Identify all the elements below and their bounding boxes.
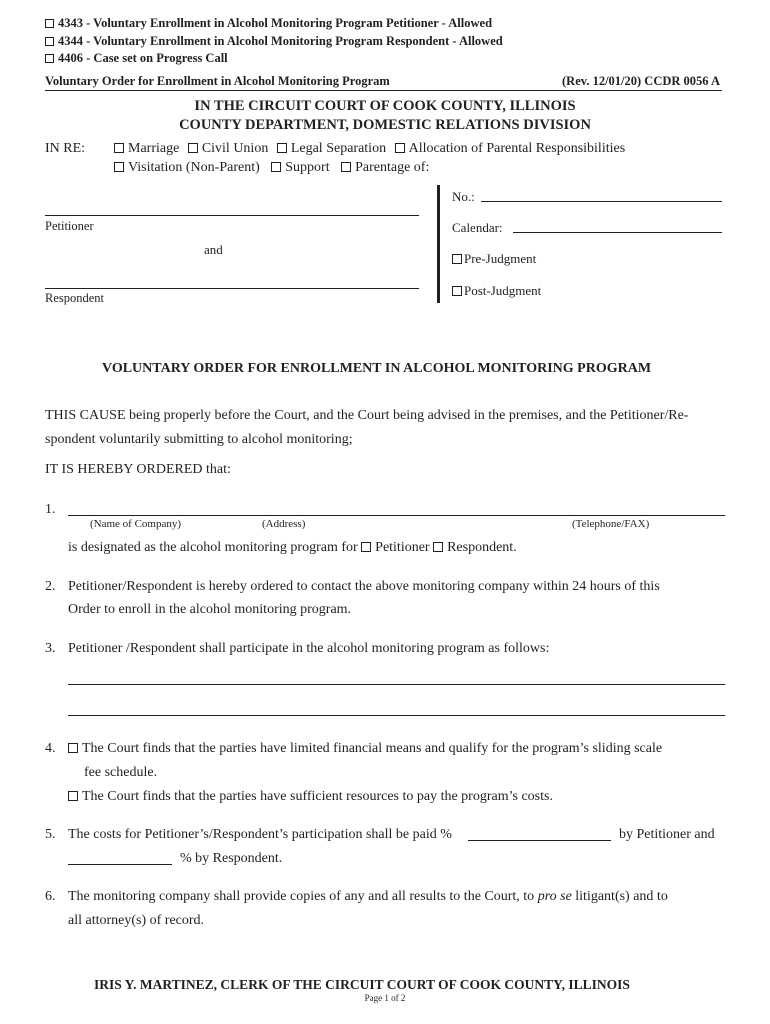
- item3-blank-line-2[interactable]: [68, 715, 725, 716]
- item4-option-2-text: The Court finds that the parties have sufficient resources to pay the program’s costs.: [82, 789, 553, 804]
- item4-option-1: [68, 741, 662, 757]
- case-types-row1: [114, 141, 625, 157]
- code-4344-text: 4344 - Voluntary Enrollment in Alcohol Monitoring Program Respondent - Allowed: [58, 34, 503, 48]
- calendar-line[interactable]: [513, 232, 722, 233]
- item5-line-1b: by Petitioner and: [619, 827, 715, 842]
- respondent-label: Respondent: [45, 291, 105, 305]
- code-4343: [45, 16, 492, 31]
- item3-blank-line-1[interactable]: [68, 684, 725, 685]
- item6-pro-se: pro se: [537, 889, 572, 904]
- item1-petitioner-label: Petitioner: [375, 540, 430, 555]
- checkbox-allocation[interactable]: [395, 143, 405, 153]
- item4-number: 4.: [45, 741, 56, 756]
- item4-option-2: [68, 789, 553, 805]
- item4-option-1-line-2: fee schedule.: [84, 765, 158, 780]
- checkbox-marriage[interactable]: [114, 143, 124, 153]
- item6-line-1a: The monitoring company shall provide copies of any and all results to the Court, to: [68, 889, 535, 904]
- checkbox-item1-petitioner[interactable]: [361, 542, 371, 552]
- case-type-visitation: Visitation (Non-Parent): [128, 160, 260, 175]
- item5-number: 5.: [45, 827, 56, 842]
- item2-number: 2.: [45, 579, 56, 594]
- checkbox-parentage[interactable]: [341, 162, 351, 172]
- page-number: Page 1 of 2: [364, 993, 406, 1003]
- intro-line-1: THIS CAUSE being properly before the Court, and the Court being advised in the premises, and the Petitioner/Re-: [45, 408, 689, 423]
- item5-line-1a: The costs for Petitioner’s/Respondent’s participation shall be paid %: [68, 827, 452, 842]
- item6-line-1: [68, 889, 668, 905]
- item2-line-1: Petitioner/Respondent is hereby ordered to contact the above monitoring company within 24 hours of this: [68, 579, 660, 594]
- item5-line-2: % by Respondent.: [180, 851, 283, 866]
- code-4343-text: 4343 - Voluntary Enrollment in Alcohol Monitoring Program Petitioner - Allowed: [58, 16, 493, 30]
- case-info-divider: [437, 185, 440, 303]
- no-label: No.:: [452, 189, 475, 204]
- in-re-label: IN RE:: [45, 141, 86, 156]
- item5-respondent-percent-line[interactable]: [68, 864, 172, 865]
- ordered-line: IT IS HEREBY ORDERED that:: [45, 462, 231, 477]
- item4-option-1-text: The Court finds that the parties have limited financial means and qualify for the program’s sliding scale: [82, 741, 663, 756]
- checkbox-visitation[interactable]: [114, 162, 124, 172]
- checkbox-support[interactable]: [271, 162, 281, 172]
- and-label: and: [204, 242, 223, 257]
- item6-line-2: all attorney(s) of record.: [68, 913, 205, 928]
- case-type-legal-separation: Legal Separation: [290, 141, 387, 156]
- petitioner-label: Petitioner: [45, 219, 94, 233]
- checkbox-legal-separation[interactable]: [277, 143, 287, 153]
- item5-petitioner-percent-line[interactable]: [468, 840, 611, 841]
- order-title: VOLUNTARY ORDER FOR ENROLLMENT IN ALCOHOL MONITORING PROGRAM: [102, 361, 652, 376]
- item6-line-1b: litigant(s) and to: [575, 889, 668, 904]
- pre-judgment-label: Pre-Judgment: [464, 251, 537, 266]
- post-judgment-label: Post-Judgment: [464, 283, 542, 298]
- case-type-marriage: Marriage: [128, 141, 180, 156]
- pre-judgment: [452, 251, 536, 267]
- checkbox-item4-sufficient-resources[interactable]: [68, 791, 78, 801]
- case-type-allocation: Allocation of Parental Responsibilities: [408, 141, 626, 156]
- checkbox-item4-limited-means[interactable]: [68, 743, 78, 753]
- checkbox-item1-respondent[interactable]: [433, 542, 443, 552]
- case-type-civil-union: Civil Union: [201, 141, 269, 156]
- item6-number: 6.: [45, 889, 56, 904]
- company-address-label: (Address): [262, 518, 306, 530]
- case-type-support: Support: [285, 160, 330, 175]
- company-line[interactable]: [68, 515, 725, 516]
- case-number-line[interactable]: [481, 201, 722, 202]
- code-4406-text: 4406 - Case set on Progress Call: [58, 51, 228, 65]
- item3-number: 3.: [45, 641, 56, 656]
- case-types-row2: [114, 160, 429, 176]
- checkbox-civil-union[interactable]: [188, 143, 198, 153]
- checkbox-4343[interactable]: [45, 19, 54, 28]
- checkbox-post-judgment[interactable]: [452, 286, 462, 296]
- code-4344: [45, 34, 503, 49]
- court-heading-1: IN THE CIRCUIT COURT OF COOK COUNTY, ILLINOIS: [194, 98, 576, 114]
- checkbox-pre-judgment[interactable]: [452, 254, 462, 264]
- item1-designated: [68, 540, 517, 556]
- item3-line-1: Petitioner /Respondent shall participate in the alcohol monitoring program as follows:: [68, 641, 550, 656]
- form-revision: (Rev. 12/01/20) CCDR 0056 A: [562, 74, 720, 88]
- company-name-label: (Name of Company): [90, 518, 182, 530]
- form-title-left: Voluntary Order for Enrollment in Alcohol Monitoring Program: [45, 74, 390, 88]
- clerk-line: IRIS Y. MARTINEZ, CLERK OF THE CIRCUIT COURT OF COOK COUNTY, ILLINOIS: [94, 977, 630, 992]
- item1-designated-text: is designated as the alcohol monitoring program for: [68, 540, 358, 555]
- item1-respondent-label: Respondent.: [447, 540, 517, 555]
- post-judgment: [452, 283, 541, 299]
- court-heading-2: COUNTY DEPARTMENT, DOMESTIC RELATIONS DIVISION: [179, 117, 591, 133]
- intro-line-2: spondent voluntarily submitting to alcohol monitoring;: [45, 432, 353, 447]
- company-phone-label: (Telephone/FAX): [572, 518, 650, 530]
- code-4406: [45, 51, 228, 66]
- checkbox-4406[interactable]: [45, 54, 54, 63]
- header-rule: [45, 90, 722, 91]
- item2-line-2: Order to enroll in the alcohol monitoring program.: [68, 602, 352, 617]
- petitioner-line[interactable]: [45, 215, 419, 216]
- case-type-parentage: Parentage of:: [355, 160, 430, 175]
- item1-number: 1.: [45, 502, 56, 517]
- calendar-label: Calendar:: [452, 220, 503, 235]
- respondent-line[interactable]: [45, 288, 419, 289]
- checkbox-4344[interactable]: [45, 37, 54, 46]
